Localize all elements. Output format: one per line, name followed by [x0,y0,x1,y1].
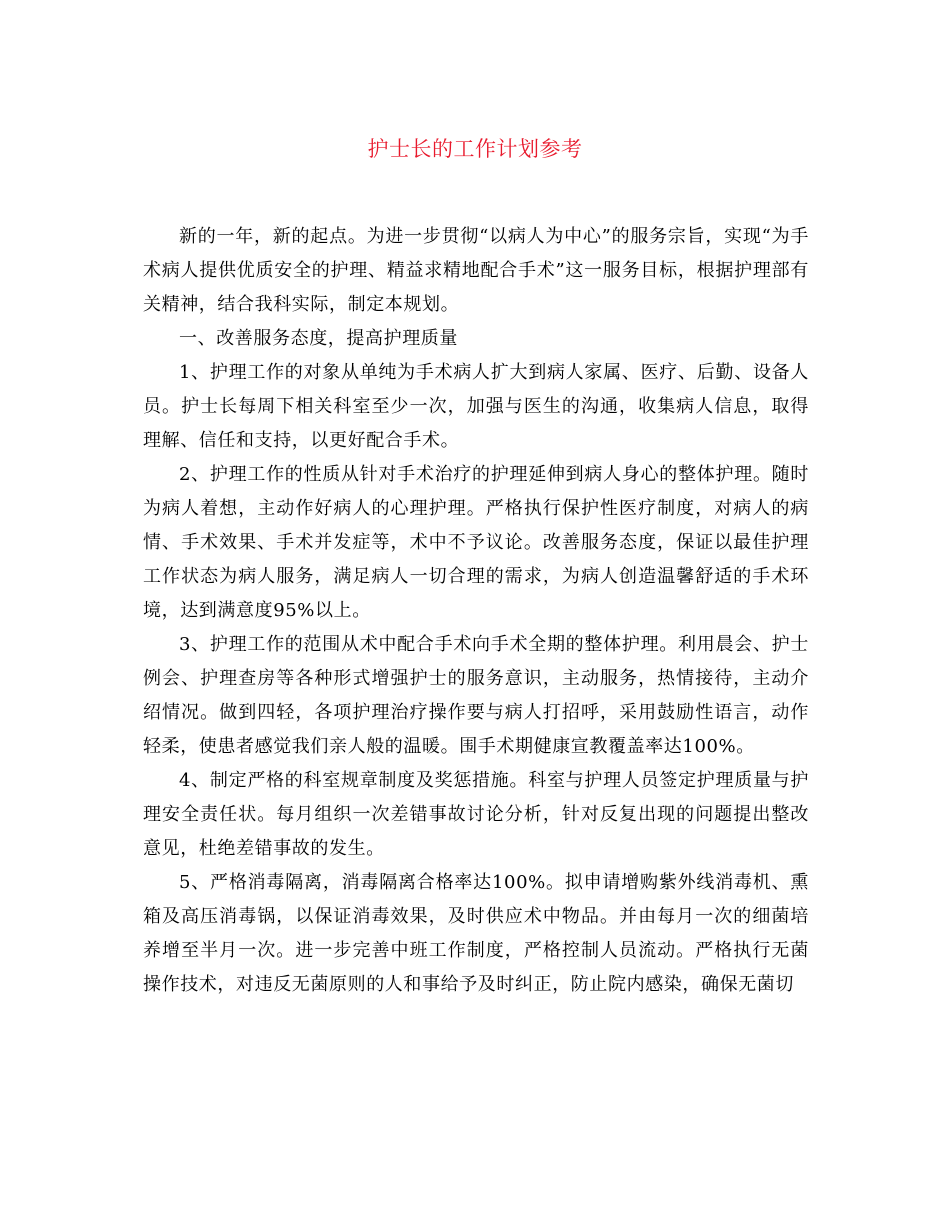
item-paragraph-2: 2、护理工作的性质从针对手术治疗的护理延伸到病人身心的整体护理。随时为病人着想，主动作好病人的心理护理。严格执行保护性医疗制度，对病人的病情、手术效果、手术并发症等，术中不予议论。改善服务态度，保证以最佳护理工作状态为病人服务，满足病人一切合理的需求，为病人创造温馨舒适的手术环境，达到满意度95%以上。 [143,464,809,621]
document-title: 护士长的工作计划参考 [367,137,583,161]
intro-paragraph: 新的一年，新的起点。为进一步贯彻“以病人为中心”的服务宗旨，实现“为手术病人提供优质安全的护理、精益求精地配合手术”这一服务目标，根据护理部有关精神，结合我科实际，制定本规划。 [143,226,809,315]
document-body [143,220,809,1002]
item-paragraph-4: 4、制定严格的科室规章制度及奖惩措施。科室与护理人员签定护理质量与护理安全责任状。每月组织一次差错事故讨论分析，针对反复出现的问题提出整改意见，杜绝差错事故的发生。 [143,770,809,859]
section-heading: 一、改善服务态度，提高护理质量 [179,328,458,349]
item-paragraph-3: 3、护理工作的范围从术中配合手术向手术全期的整体护理。利用晨会、护士例会、护理查房等各种形式增强护士的服务意识，主动服务，热情接待，主动介绍情况。做到四轻，各项护理治疗操作要与病人打招呼，采用鼓励性语言，动作轻柔，使患者感觉我们亲人般的温暖。围手术期健康宣教覆盖率达100%。 [143,634,809,757]
item-paragraph-5: 5、严格消毒隔离，消毒隔离合格率达100%。拟申请增购紫外线消毒机、熏箱及高压消毒锅，以保证消毒效果，及时供应术中物品。并由每月一次的细菌培养增至半月一次。进一步完善中班工作制度，严格控制人员流动。严格执行无菌操作技术，对违反无菌原则的人和事给予及时纠正，防止院内感染，确保无菌切 [143,872,809,995]
item-paragraph-1: 1、护理工作的对象从单纯为手术病人扩大到病人家属、医疗、后勤、设备人员。护士长每周下相关科室至少一次，加强与医生的沟通，收集病人信息，取得理解、信任和支持，以更好配合手术。 [143,362,809,451]
